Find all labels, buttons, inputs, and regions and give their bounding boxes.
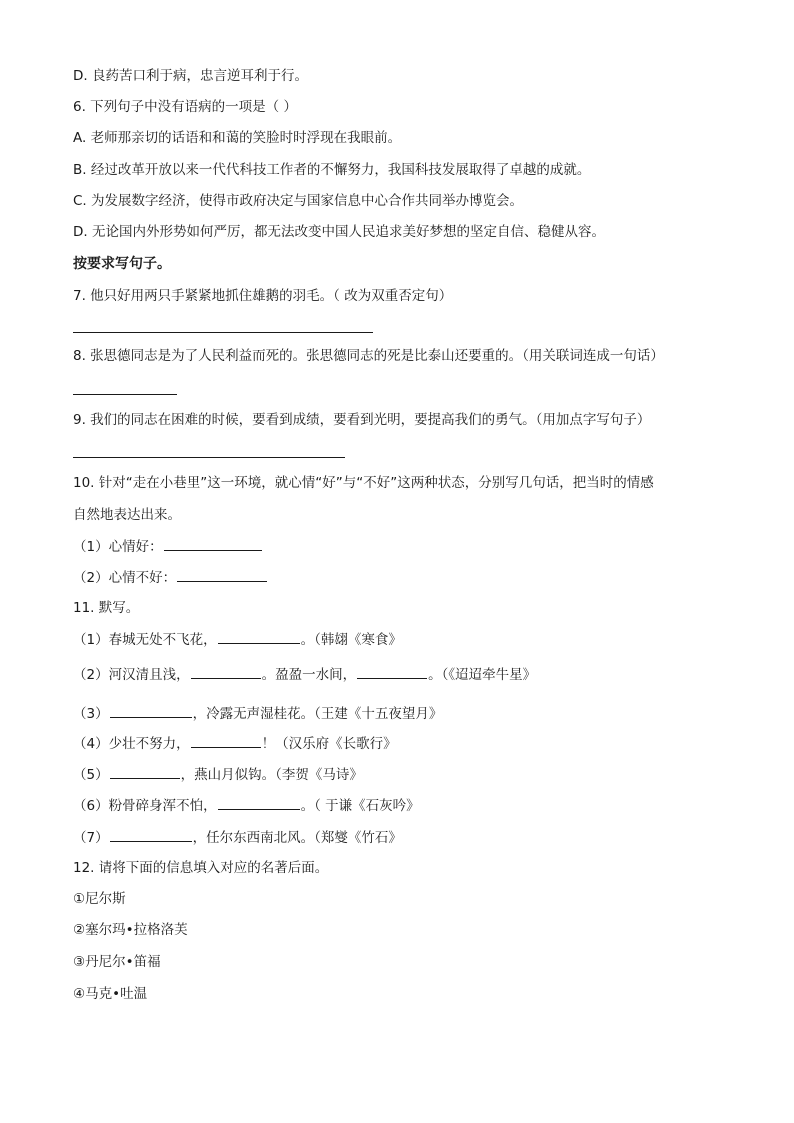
q6-stem: 6. 下列句子中没有语病的一项是（ ） (73, 99, 297, 115)
q11-item-3-pre: （3） (73, 706, 109, 722)
q11-item-2-blank-2[interactable] (357, 664, 427, 679)
q7-answer-line[interactable] (73, 332, 373, 333)
q11-item-4-pre: （4）少壮不努力， (73, 736, 190, 752)
q11-item-6 (73, 795, 420, 816)
q12-name-3: ③丹尼尔•笛福 (73, 954, 161, 970)
q12-title: 12. 请将下面的信息填入对应的名著后面。 (73, 860, 329, 876)
q11-item-7 (73, 827, 402, 848)
q11-item-6-pre: （6）粉骨碎身浑不怕， (73, 798, 217, 814)
q11-item-1 (73, 629, 402, 650)
q11-item-2-pre: （2）河汉清且浅， (73, 667, 190, 683)
q11-item-3-blank[interactable] (110, 703, 192, 718)
q11-item-2-post: 。（《迢迢牵牛星》 (428, 667, 537, 683)
q11-item-3 (73, 703, 442, 724)
q10-good-blank[interactable] (164, 536, 262, 551)
q10-good-label: （1）心情好： (73, 539, 163, 555)
q6-option-a: A. 老师那亲切的话语和和蔼的笑脸时时浮现在我眼前。 (73, 130, 402, 146)
q9-text: 9. 我们的同志在困难的时候，要看到成绩，要看到光明，要提高我们的勇气。（用加点字写句子） (73, 412, 651, 428)
q11-item-1-blank[interactable] (218, 629, 300, 644)
q12-name-4: ④马克•吐温 (73, 986, 148, 1002)
q11-item-4-blank[interactable] (191, 733, 261, 748)
q10-line2: 自然地表达出来。 (73, 507, 181, 523)
q10-bad-label: （2）心情不好： (73, 570, 177, 586)
q11-item-1-post: 。（韩翃《寒食》 (300, 632, 402, 648)
q11-item-4-post: ！（汉乐府《长歌行》 (261, 736, 397, 752)
q10-good-row (73, 536, 263, 557)
q11-item-7-blank[interactable] (110, 827, 192, 842)
q10-line1: 10. 针对“走在小巷里”这一环境，就心情“好”与“不好”这两种状态，分别写几句话，把当时的情感 (73, 475, 654, 491)
q11-title: 11. 默写。 (73, 600, 140, 616)
q11-item-4 (73, 733, 397, 754)
q11-item-6-post: 。（ 于谦《石灰吟》 (300, 798, 420, 814)
q11-item-5-pre: （5） (73, 767, 109, 783)
q11-item-7-pre: （7） (73, 830, 109, 846)
q12-name-1: ①尼尔斯 (73, 891, 126, 907)
q11-item-3-post: ，冷露无声湿桂花。（王建《十五夜望月》 (192, 706, 443, 722)
q11-item-1-pre: （1）春城无处不飞花， (73, 632, 217, 648)
q11-item-6-blank[interactable] (218, 795, 300, 810)
q11-item-7-post: ，任尔东西南北风。（郑燮《竹石》 (192, 830, 402, 846)
q11-item-5-blank[interactable] (110, 764, 180, 779)
q9-answer-line[interactable] (73, 457, 345, 458)
q6-option-b: B. 经过改革开放以来一代代科技工作者的不懈努力，我国科技发展取得了卓越的成就。 (73, 162, 591, 178)
q11-item-2-mid: 。盈盈一水间， (261, 667, 357, 683)
q10-bad-blank[interactable] (177, 567, 267, 582)
section-heading: 按要求写句子。 (73, 256, 171, 272)
q10-bad-row (73, 567, 268, 588)
q8-answer-line[interactable] (73, 394, 177, 395)
q11-item-5 (73, 764, 363, 785)
q11-item-2 (73, 664, 536, 685)
q6-option-d: D. 无论国内外形势如何严厉，都无法改变中国人民追求美好梦想的坚定自信、稳健从容。 (73, 224, 605, 240)
q11-item-2-blank-1[interactable] (191, 664, 261, 679)
q7-text: 7. 他只好用两只手紧紧地抓住雄鹅的羽毛。（ 改为双重否定句） (73, 288, 453, 304)
q11-item-5-post: ，燕山月似钩。（李贺《马诗》 (180, 767, 363, 783)
q8-text: 8. 张思德同志是为了人民利益而死的。张思德同志的死是比泰山还要重的。（用关联词连成一句话） (73, 348, 664, 364)
q12-name-2: ②塞尔玛•拉格洛芙 (73, 922, 188, 938)
q5-option-d: D. 良药苦口利于病，忠言逆耳利于行。 (73, 68, 308, 84)
q6-option-c: C. 为发展数字经济，使得市政府决定与国家信息中心合作共同举办博览会。 (73, 193, 524, 209)
